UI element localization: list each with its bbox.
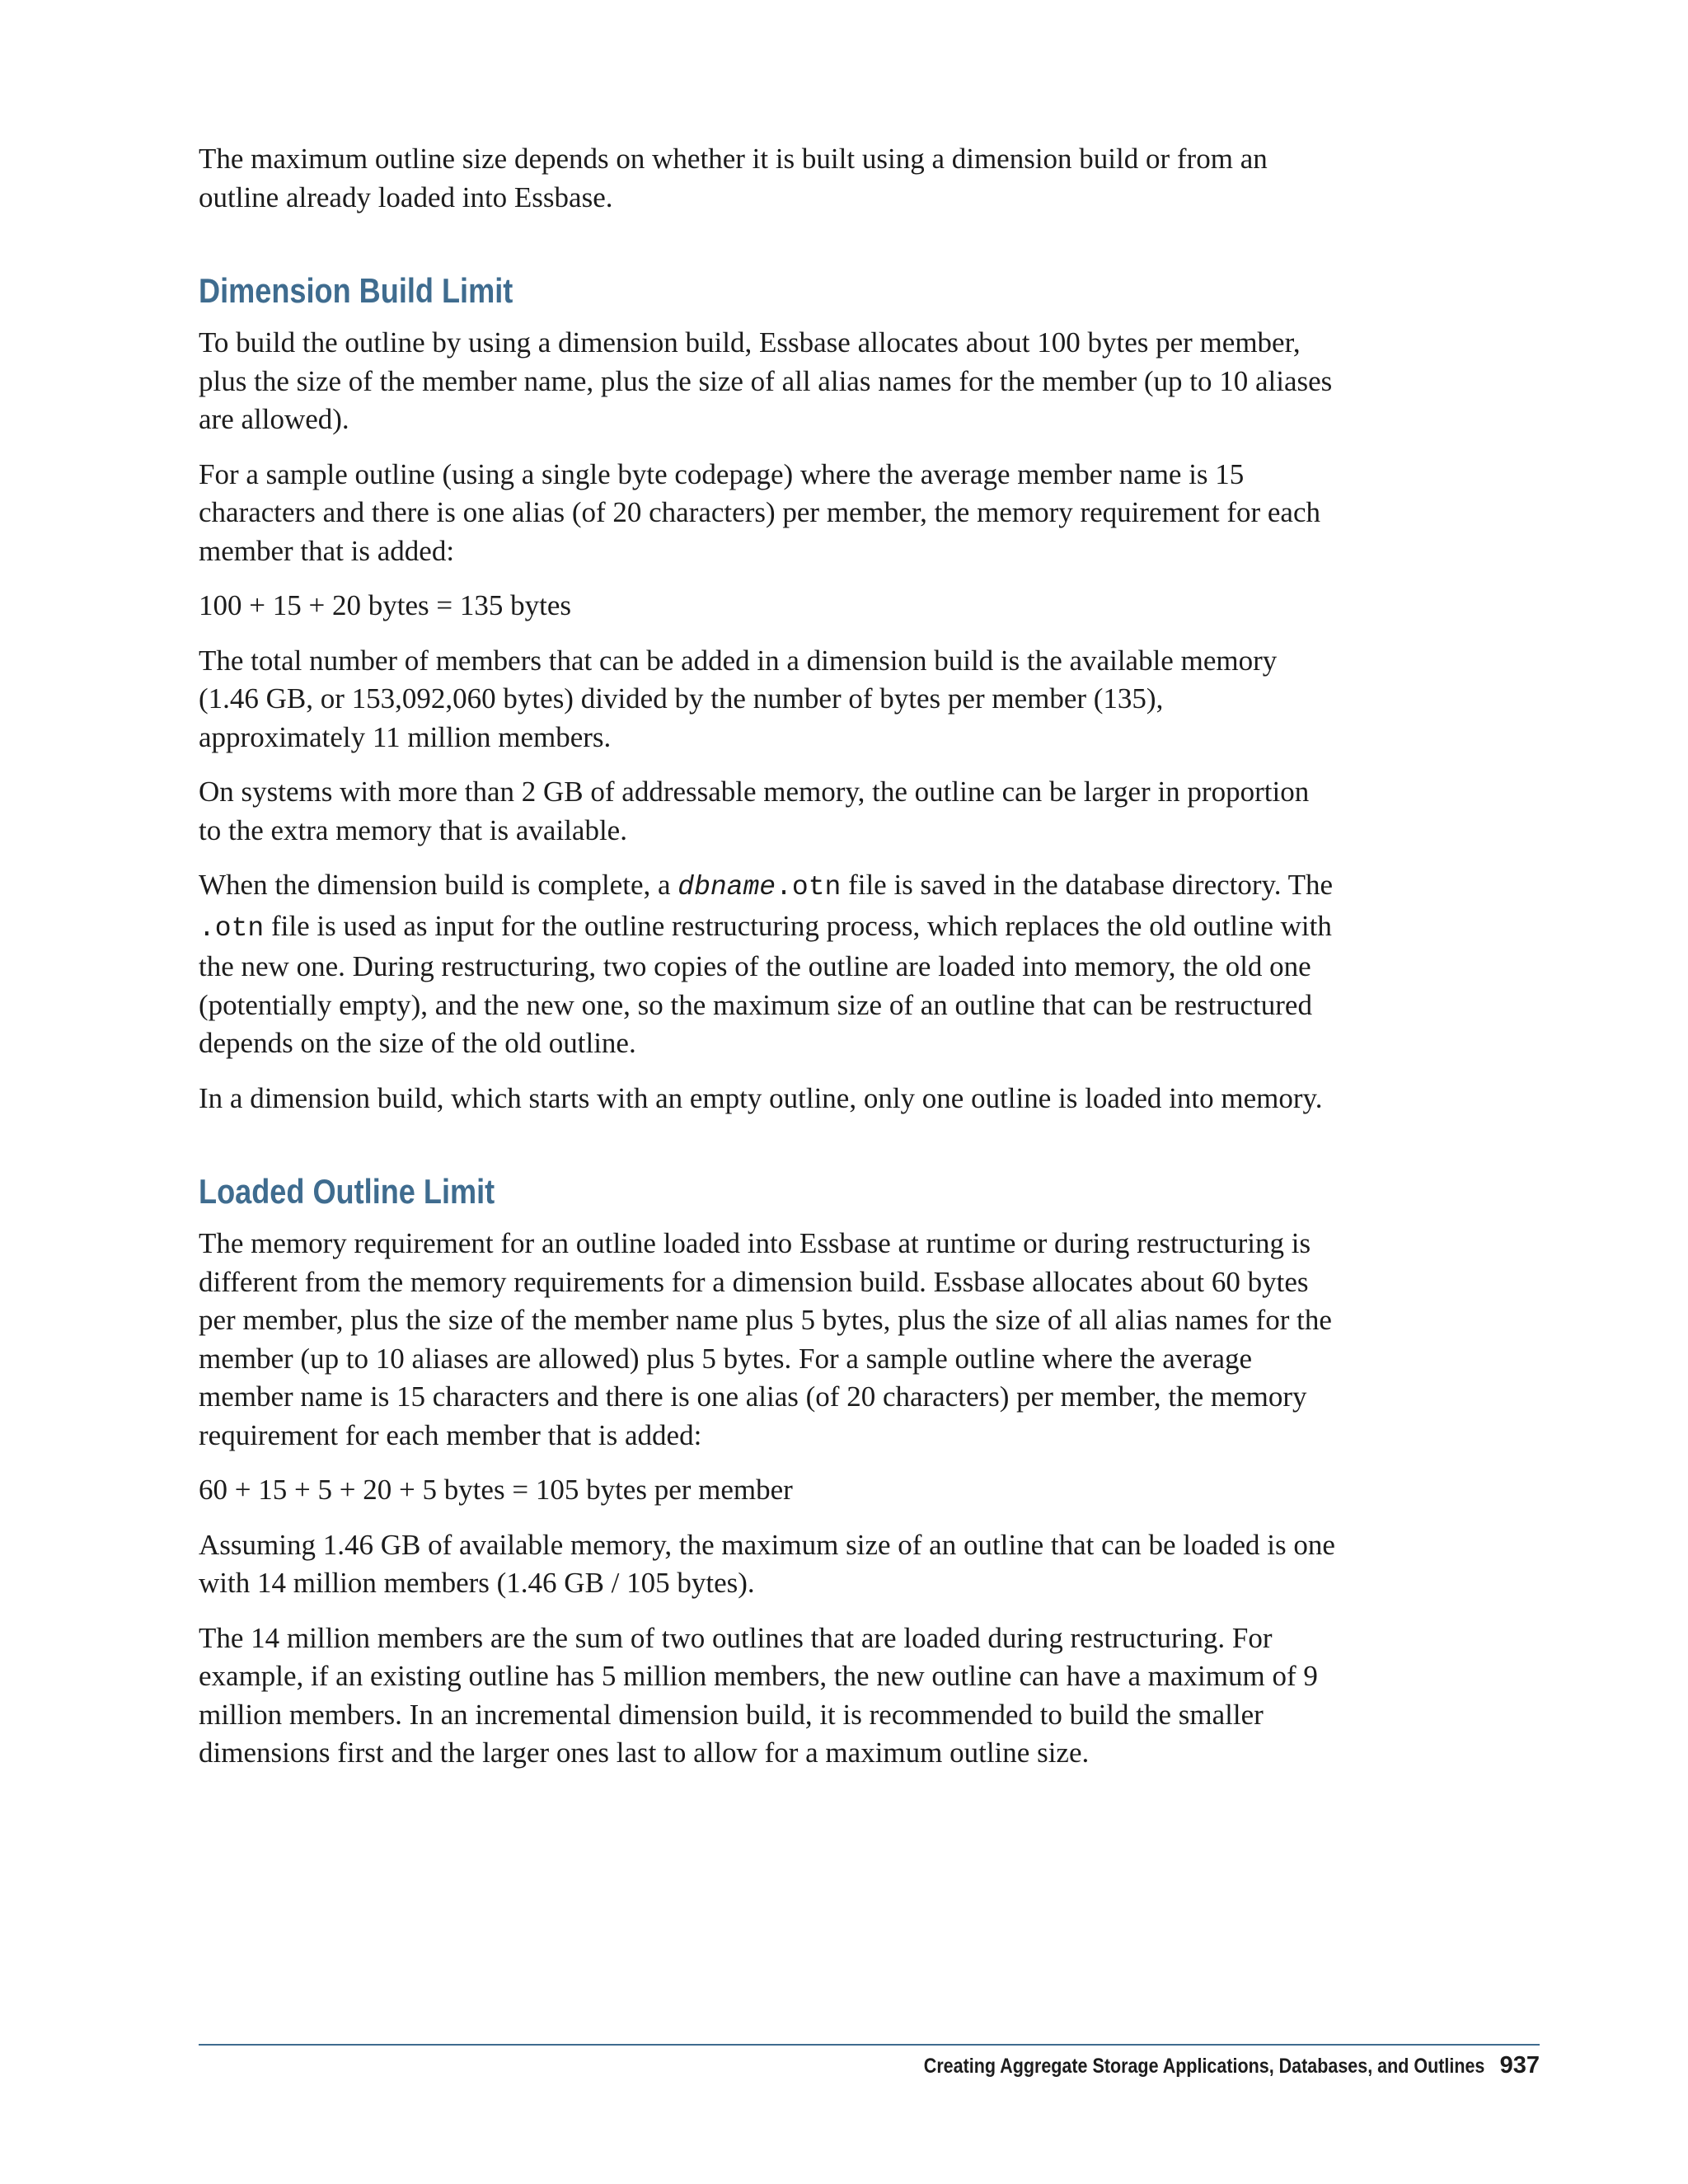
- footer-divider: [199, 2044, 1540, 2046]
- text-run: file is saved in the database directory. The: [841, 869, 1334, 901]
- code-dbname: dbname: [678, 872, 776, 902]
- paragraph: The memory requirement for an outline loaded into Essbase at runtime or during restructuring is different from the memory requirements for a dimension build. Essbase allocates about 60 bytes per member, plus the size of the member name plus 5 bytes, plus the size of all alias names for the member (up to 10 aliases are allowed) plus 5 bytes. For a sample outline where the average member name is 15 characters and there is one alias (of 20 characters) per member, the memory requirement for each member that is added:: [199, 1227, 1332, 1451]
- formula: 100 + 15 + 20 bytes = 135 bytes: [199, 589, 571, 621]
- formula: 60 + 15 + 5 + 20 + 5 bytes = 105 bytes per member: [199, 1474, 793, 1506]
- paragraph: Assuming 1.46 GB of available memory, the maximum size of an outline that can be loaded is one with 14 million members (1.46 GB / 105 bytes).: [199, 1528, 1335, 1599]
- text-run: When the dimension build is complete, a: [199, 869, 678, 901]
- code-otn: .otn: [199, 912, 265, 944]
- intro-paragraph: The maximum outline size depends on whether it is built using a dimension build or from an outline already loaded into Essbase.: [199, 143, 1268, 213]
- page-content: [199, 140, 1336, 1789]
- paragraph-otn-file: [199, 866, 1336, 1063]
- paragraph: To build the outline by using a dimension build, Essbase allocates about 100 bytes per member, plus the size of the member name, plus the size of all alias names for the member (up to 10 aliases are allowed).: [199, 326, 1333, 435]
- paragraph: On systems with more than 2 GB of addressable memory, the outline can be larger in proportion to the extra memory that is available.: [199, 776, 1310, 846]
- section-heading-loaded-outline-limit: Loaded Outline Limit: [199, 1172, 495, 1211]
- page-footer: [832, 2052, 1540, 2079]
- code-otn-extension: .otn: [776, 872, 842, 902]
- text-run: file is used as input for the outline restructuring process, which replaces the old outline with the new one. During restructuring, two copies of the outline are loaded into memory, the old one (potentially empty), and the new one, so the maximum size of an outline that can be restructured depends on the size of the old outline.: [199, 909, 1332, 1059]
- footer-title: Creating Aggregate Storage Applications, Databases, and Outlines: [924, 2055, 1485, 2078]
- paragraph: For a sample outline (using a single byte codepage) where the average member name is 15 characters and there is one alias (of 20 characters) per member, the memory requirement for each member that is added:: [199, 457, 1320, 567]
- section-heading-dimension-build-limit: Dimension Build Limit: [199, 271, 513, 310]
- paragraph: In a dimension build, which starts with an empty outline, only one outline is loaded into memory.: [199, 1081, 1323, 1114]
- paragraph: The total number of members that can be added in a dimension build is the available memory (1.46 GB, or 153,092,060 bytes) divided by the number of bytes per member (135), approximately 11 million members.: [199, 644, 1278, 753]
- paragraph: The 14 million members are the sum of two outlines that are loaded during restructuring. For example, if an existing outline has 5 million members, the new outline can have a maximum of 9 million members. In an incremental dimension build, it is recommended to build the smaller dimensions first and the larger ones last to allow for a maximum outline size.: [199, 1621, 1318, 1769]
- page-number: 937: [1499, 2052, 1540, 2079]
